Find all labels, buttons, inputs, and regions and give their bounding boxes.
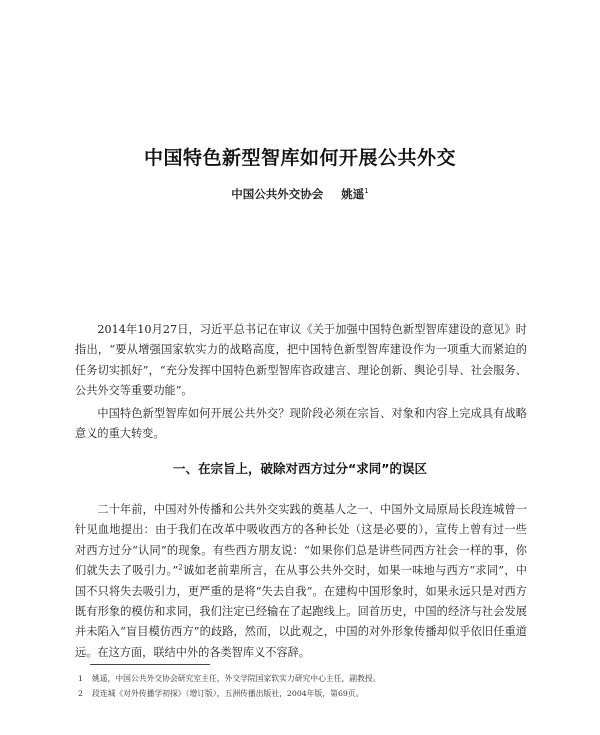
- paragraph-2: [75, 404, 527, 445]
- paragraph-1: [75, 320, 527, 402]
- paragraph-3: [75, 500, 527, 663]
- paragraph-text: 中国特色新型智库如何开展公共外交？现阶段必须在宗旨、对象和内容上完成具有战略意义的重大转变。: [75, 407, 527, 441]
- author-name: 姚遥: [341, 187, 365, 201]
- author-organization: 中国公共外交协会: [231, 187, 324, 201]
- footnote-divider: [90, 664, 210, 665]
- footnote-1: [78, 672, 528, 687]
- footnote-text: 姚遥，中国公共外交协会研究室主任，外交学院国家软实力研究中心主任，副教授。: [92, 674, 381, 683]
- footnote-text: 段连城《对外传播学初探》（增订版），五洲传播出版社，2004年版，第69页。: [92, 688, 364, 698]
- author-line: [0, 186, 600, 202]
- footnote-2: [78, 687, 528, 702]
- footnote-marker-2: 2: [178, 563, 183, 572]
- footnote-number: 1: [78, 674, 83, 683]
- paragraph-text-part: 二十年前，中国对外传播和公共外交实践的奠基人之一、中国外文局原局长段连城曾一针见血地提出：由于我们在改革中吸收西方的各种长处（这是必要的），宣传上曾有过一些对西方过分“认同”的现象。有些西方朋友说：“如果你们总是讲些同西方社会一样的事，你们就失去了吸引力。”: [75, 503, 527, 578]
- footnote-marker-1: 1: [364, 187, 369, 196]
- footnote-number: 2: [78, 688, 83, 698]
- paragraph-text: 2014年10月27日，习近平总书记在审议《关于加强中国特色新型智库建设的意见》时指出，“要从增强国家软实力的战略高度，把中国特色新型智库建设作为一项重大而紧迫的任务切实抓好”，“充分发挥中国特色新型智库咨政建言、理论创新、舆论引导、社会服务、公共外交等重要功能”。: [75, 323, 527, 398]
- footnotes: [78, 672, 528, 701]
- paragraph-text-part: 诚如老前辈所言，在从事公共外交时，如果一味地与西方“求同”，中国不只将失去吸引力，更严重的是将“失去自我”。在建构中国形象时，如果永远只是对西方既有形象的模仿和求同，我们注定已经输在了起跑线上。回首历史，中国的经济与社会发展并未陷入“盲目模仿西方”的歧路，然而，以此观之，中国的对外形象传播却似乎依旧任重道远。在这方面，联结中外的各类智库义不容辞。: [75, 564, 527, 659]
- page-title: 中国特色新型智库如何开展公共外交: [143, 147, 456, 169]
- section-heading: 一、在宗旨上，破除对西方过分“求同”的误区: [173, 461, 427, 476]
- paragraph-text: [75, 500, 527, 663]
